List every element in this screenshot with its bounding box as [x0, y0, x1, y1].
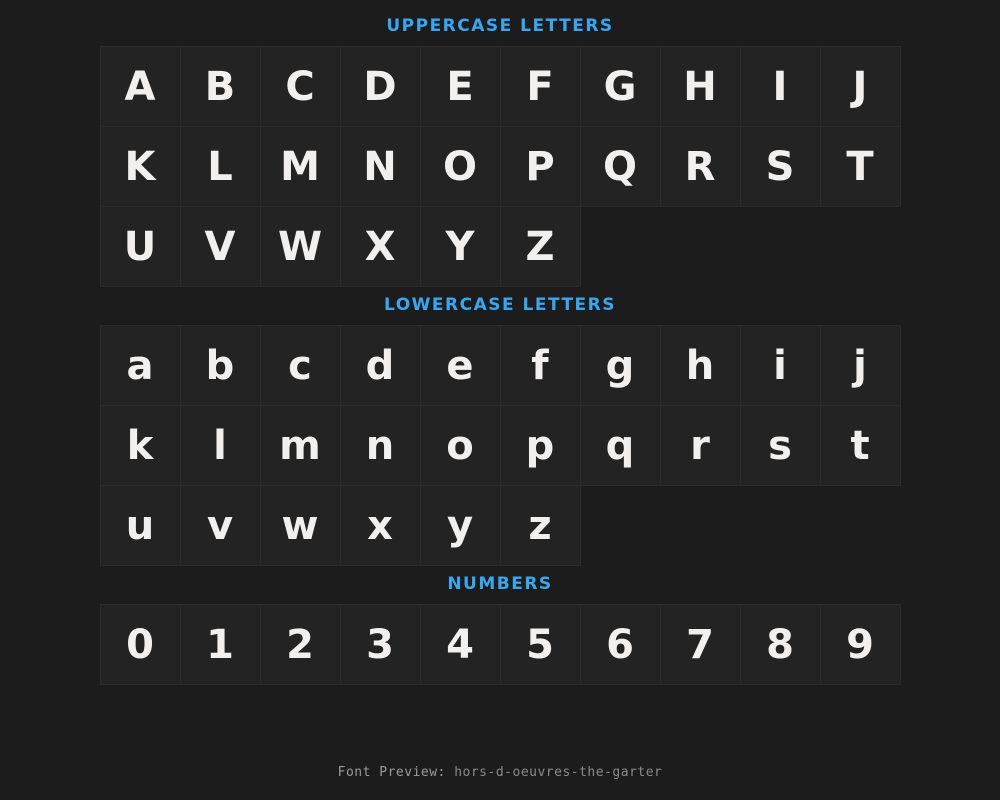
glyph-cell: 4 — [421, 605, 501, 685]
glyph-cell: 3 — [341, 605, 421, 685]
section-title-numbers: NUMBERS — [447, 574, 553, 594]
glyph-cell: 8 — [741, 605, 821, 685]
footer-font-name: hors-d-oeuvres-the-garter — [454, 765, 663, 780]
glyph-cell: i — [741, 326, 821, 406]
glyph-cell: A — [101, 47, 181, 127]
glyph-cell: D — [341, 47, 421, 127]
glyph-cell: N — [341, 127, 421, 207]
glyph-cell: f — [501, 326, 581, 406]
glyph-cell: L — [181, 127, 261, 207]
section-title-uppercase: UPPERCASE LETTERS — [386, 16, 614, 36]
glyph-cell: T — [821, 127, 901, 207]
glyph-cell: e — [421, 326, 501, 406]
glyph-cell: 2 — [261, 605, 341, 685]
glyph-cell: K — [101, 127, 181, 207]
glyph-cell: w — [261, 486, 341, 566]
glyph-cell: m — [261, 406, 341, 486]
glyph-cell: F — [501, 47, 581, 127]
glyph-cell: j — [821, 326, 901, 406]
glyph-cell: 7 — [661, 605, 741, 685]
glyph-cell: y — [421, 486, 501, 566]
glyph-cell-empty — [661, 207, 741, 287]
glyph-grid-uppercase — [100, 46, 901, 287]
footer-label: Font Preview: — [337, 765, 446, 780]
glyph-cell: X — [341, 207, 421, 287]
glyph-cell: z — [501, 486, 581, 566]
glyph-cell: U — [101, 207, 181, 287]
glyph-cell: Z — [501, 207, 581, 287]
glyph-cell: 6 — [581, 605, 661, 685]
glyph-cell: v — [181, 486, 261, 566]
glyph-cell: t — [821, 406, 901, 486]
glyph-cell: g — [581, 326, 661, 406]
glyph-cell: r — [661, 406, 741, 486]
glyph-cell: p — [501, 406, 581, 486]
glyph-grid-numbers — [100, 604, 901, 685]
glyph-cell-empty — [821, 207, 901, 287]
glyph-cell: C — [261, 47, 341, 127]
glyph-cell: 5 — [501, 605, 581, 685]
glyph-cell: l — [181, 406, 261, 486]
glyph-cell: H — [661, 47, 741, 127]
glyph-cell: u — [101, 486, 181, 566]
glyph-cell: V — [181, 207, 261, 287]
glyph-cell: Q — [581, 127, 661, 207]
glyph-grid-lowercase — [100, 325, 901, 566]
footer-caption — [0, 765, 1000, 780]
glyph-cell: h — [661, 326, 741, 406]
glyph-cell-empty — [741, 486, 821, 566]
glyph-cell: o — [421, 406, 501, 486]
glyph-cell: q — [581, 406, 661, 486]
glyph-cell-empty — [581, 486, 661, 566]
glyph-cell: 1 — [181, 605, 261, 685]
glyph-cell: O — [421, 127, 501, 207]
glyph-cell-empty — [741, 207, 821, 287]
glyph-cell: 0 — [101, 605, 181, 685]
glyph-cell: B — [181, 47, 261, 127]
glyph-cell: R — [661, 127, 741, 207]
glyph-cell: b — [181, 326, 261, 406]
glyph-cell-empty — [821, 486, 901, 566]
glyph-cell: J — [821, 47, 901, 127]
glyph-cell: x — [341, 486, 421, 566]
glyph-cell: P — [501, 127, 581, 207]
glyph-cell: c — [261, 326, 341, 406]
glyph-cell: s — [741, 406, 821, 486]
glyph-cell: n — [341, 406, 421, 486]
glyph-cell: d — [341, 326, 421, 406]
glyph-cell: M — [261, 127, 341, 207]
glyph-cell-empty — [661, 486, 741, 566]
glyph-cell-empty — [581, 207, 661, 287]
glyph-cell: a — [101, 326, 181, 406]
glyph-cell: Y — [421, 207, 501, 287]
glyph-cell: k — [101, 406, 181, 486]
section-title-lowercase: LOWERCASE LETTERS — [383, 295, 616, 315]
glyph-cell: 9 — [821, 605, 901, 685]
glyph-cell: E — [421, 47, 501, 127]
glyph-cell: W — [261, 207, 341, 287]
glyph-cell: G — [581, 47, 661, 127]
glyph-cell: I — [741, 47, 821, 127]
glyph-cell: S — [741, 127, 821, 207]
